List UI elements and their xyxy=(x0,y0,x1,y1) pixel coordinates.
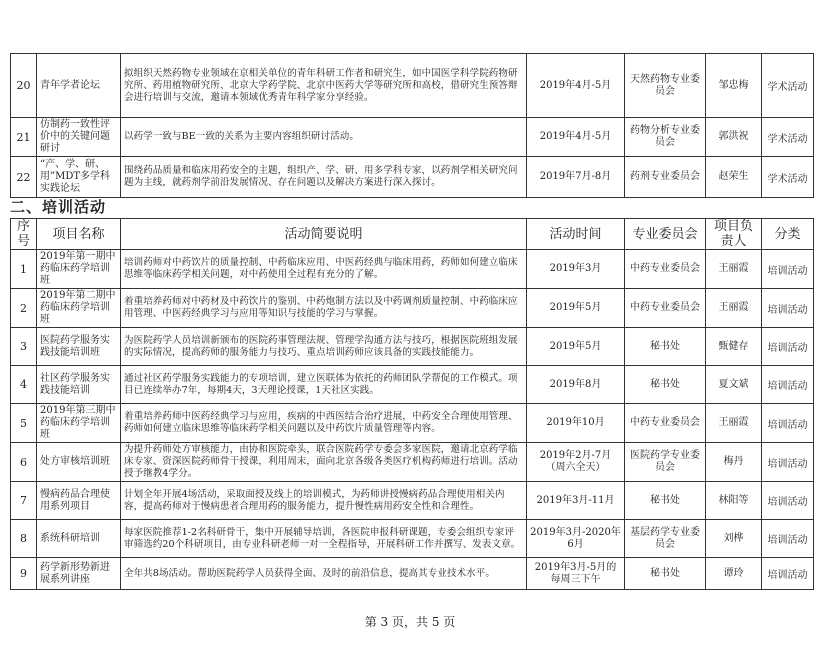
cell-name: 2019年第一期中药临床药学培训班 xyxy=(37,250,121,289)
cell-category: 培训活动 xyxy=(762,558,814,590)
cell-category: 培训活动 xyxy=(762,289,814,328)
cell-time: 2019年8月 xyxy=(527,366,625,404)
cell-desc: 计划全年开展4场活动，采取面授及线上的培训模式，为药师讲授慢病药品合理使用相关内容，提高药师对于慢病患者合理用药的服务能力，提升慢性病用药安全性和合理性。 xyxy=(121,482,527,520)
cell-no: 22 xyxy=(11,157,37,198)
cell-committee: 医院药学专业委员会 xyxy=(625,443,706,482)
table-row xyxy=(11,443,814,482)
cell-leader: 刘桦 xyxy=(706,520,762,558)
cell-committee: 药剂专业委员会 xyxy=(625,157,706,198)
cell-time: 2019年5月 xyxy=(527,289,625,328)
cell-leader: 王丽霞 xyxy=(706,404,762,443)
cell-no: 6 xyxy=(11,443,37,482)
section-title: 二、培训活动 xyxy=(10,198,107,216)
header-committee: 专业委员会 xyxy=(625,219,706,250)
cell-category: 培训活动 xyxy=(762,482,814,520)
cell-name: 医院药学服务实践技能培训班 xyxy=(37,328,121,366)
cell-leader: 梅丹 xyxy=(706,443,762,482)
cell-category: 培训活动 xyxy=(762,328,814,366)
cell-category: 培训活动 xyxy=(762,404,814,443)
header-desc: 活动简要说明 xyxy=(121,219,527,250)
header-name: 项目名称 xyxy=(37,219,121,250)
cell-name: 慢病药品合理使用系列项目 xyxy=(37,482,121,520)
cell-desc: 以药学一致与BE一致的关系为主要内容组织研讨活动。 xyxy=(121,118,527,157)
cell-time: 2019年3月-2020年6月 xyxy=(527,520,625,558)
cell-committee: 基层药学专业委员会 xyxy=(625,520,706,558)
table-header-row xyxy=(11,219,814,250)
cell-name: 青年学者论坛 xyxy=(37,54,121,118)
cell-desc: 培训药师对中药饮片的质量控制、中药临床应用、中医药经典与临床用药，药师如何建立临床思维等临床药学相关问题，对中药使用全过程有充分的了解。 xyxy=(121,250,527,289)
cell-no: 9 xyxy=(11,558,37,590)
cell-leader: 谭玲 xyxy=(706,558,762,590)
cell-name: 社区药学服务实践技能培训 xyxy=(37,366,121,404)
table-row xyxy=(11,558,814,590)
page-footer: 第 3 页，共 5 页 xyxy=(364,615,456,629)
cell-leader: 郭洪祝 xyxy=(706,118,762,157)
header-no: 序号 xyxy=(11,219,37,250)
cell-committee: 药物分析专业委员会 xyxy=(625,118,706,157)
cell-committee: 天然药物专业委员会 xyxy=(625,54,706,118)
cell-category: 学术活动 xyxy=(762,118,814,157)
cell-category: 培训活动 xyxy=(762,443,814,482)
table-row xyxy=(11,520,814,558)
header-time: 活动时间 xyxy=(527,219,625,250)
cell-desc: 着重培养药师对中药材及中药饮片的鉴别、中药炮制方法以及中药调剂质量控制、中药临床应用管理、中医药经典学习与应用等知识与技能的学习与掌握。 xyxy=(121,289,527,328)
table-row xyxy=(11,482,814,520)
cell-desc: 拟组织天然药物专业领域在京相关单位的青年科研工作者和研究生，如中国医学科学院药物研究所、药用植物研究所、北京大学药学院、北京中医药大学等研究所和高校，借研究生预答辩会进行培训与交流，邀请本领域优秀青年科学家分享经验。 xyxy=(121,54,527,118)
cell-time: 2019年4月-5月 xyxy=(527,54,625,118)
table-row xyxy=(11,366,814,404)
cell-no: 7 xyxy=(11,482,37,520)
cell-desc: 为医院药学人员培训新颁布的医院药事管理法规、管理学沟通方法与技巧，根据医院班组发展的实际情况，提高药师的服务能力与技巧、重点培训药师应该具备的实践技能能力。 xyxy=(121,328,527,366)
cell-desc: 为提升药师处方审核能力，由协和医院牵头，联合医院药学专委会多家医院，邀请北京药学临床专家、资深医院药师骨干授课，利用周末，面向北京各级各类医疗机构药师进行培训。活动授予继教4学分。 xyxy=(121,443,527,482)
cell-committee: 中药专业委员会 xyxy=(625,250,706,289)
cell-committee: 秘书处 xyxy=(625,328,706,366)
cell-category: 培训活动 xyxy=(762,250,814,289)
cell-committee: 秘书处 xyxy=(625,558,706,590)
cell-time: 2019年5月 xyxy=(527,328,625,366)
cell-committee: 中药专业委员会 xyxy=(625,404,706,443)
cell-leader: 王丽霞 xyxy=(706,289,762,328)
table-row xyxy=(11,157,814,198)
cell-desc: 着重培养药师中医药经典学习与应用，疾病的中西医结合治疗进展，中药安全合理使用管理、药师如何建立临床思维等临床药学相关问题以及中药饮片质量管理等内容。 xyxy=(121,404,527,443)
cell-name: 2019年第二期中药临床药学培训班 xyxy=(37,289,121,328)
cell-name: 系统科研培训 xyxy=(37,520,121,558)
cell-time: 2019年10月 xyxy=(527,404,625,443)
cell-leader: 林阳等 xyxy=(706,482,762,520)
cell-committee: 中药专业委员会 xyxy=(625,289,706,328)
table-academic-activities-continued xyxy=(10,53,814,198)
table-row xyxy=(11,289,814,328)
cell-name: “产、学、研、用”MDT多学科实践论坛 xyxy=(37,157,121,198)
cell-time: 2019年3月-5月的每周三下午 xyxy=(527,558,625,590)
cell-no: 5 xyxy=(11,404,37,443)
table-row xyxy=(11,404,814,443)
cell-time: 2019年3月 xyxy=(527,250,625,289)
cell-leader: 王丽霞 xyxy=(706,250,762,289)
cell-time: 2019年3月-11月 xyxy=(527,482,625,520)
cell-desc: 全年共8场活动。帮助医院药学人员获得全面、及时的前沿信息，提高其专业技术水平。 xyxy=(121,558,527,590)
cell-time: 2019年2月-7月（周六全天） xyxy=(527,443,625,482)
cell-no: 1 xyxy=(11,250,37,289)
cell-time: 2019年7月-8月 xyxy=(527,157,625,198)
cell-no: 20 xyxy=(11,54,37,118)
cell-category: 培训活动 xyxy=(762,366,814,404)
cell-leader: 邹忠梅 xyxy=(706,54,762,118)
cell-category: 培训活动 xyxy=(762,520,814,558)
cell-no: 21 xyxy=(11,118,37,157)
cell-name: 药学新形势新进展系列讲座 xyxy=(37,558,121,590)
cell-committee: 秘书处 xyxy=(625,482,706,520)
header-leader: 项目负责人 xyxy=(706,219,762,250)
cell-leader: 夏文斌 xyxy=(706,366,762,404)
cell-no: 2 xyxy=(11,289,37,328)
header-category: 分类 xyxy=(762,219,814,250)
table-row xyxy=(11,250,814,289)
cell-desc: 围绕药品质量和临床用药安全的主题，组织产、学、研、用多学科专家，以药剂学相关研究问题为主线，就药剂学前沿发展情况、存在问题以及解决方案进行深入探讨。 xyxy=(121,157,527,198)
cell-desc: 通过社区药学服务实践能力的专项培训，建立医联体为依托的药师团队学帮促的工作模式。项目已连续举办7年，每期4天，3天理论授课，1天社区实践。 xyxy=(121,366,527,404)
table-row xyxy=(11,54,814,118)
cell-name: 处方审核培训班 xyxy=(37,443,121,482)
cell-no: 8 xyxy=(11,520,37,558)
cell-no: 3 xyxy=(11,328,37,366)
table-training-activities xyxy=(10,218,814,590)
cell-name: 2019年第三期中药临床药学培训班 xyxy=(37,404,121,443)
cell-category: 学术活动 xyxy=(762,157,814,198)
cell-leader: 赵荣生 xyxy=(706,157,762,198)
cell-desc: 每家医院推荐1-2名科研骨干，集中开展辅导培训，各医院申报科研课题，专委会组织专家评审筛选约20个科研项目，由专业科研老师一对一全程指导，开展科研工作并撰写、发表文章。 xyxy=(121,520,527,558)
cell-time: 2019年4月-5月 xyxy=(527,118,625,157)
cell-leader: 甄健存 xyxy=(706,328,762,366)
cell-name: 仿制药一致性评价中的关键问题研讨 xyxy=(37,118,121,157)
table-row xyxy=(11,118,814,157)
table-row xyxy=(11,328,814,366)
cell-no: 4 xyxy=(11,366,37,404)
cell-committee: 秘书处 xyxy=(625,366,706,404)
cell-category: 学术活动 xyxy=(762,54,814,118)
